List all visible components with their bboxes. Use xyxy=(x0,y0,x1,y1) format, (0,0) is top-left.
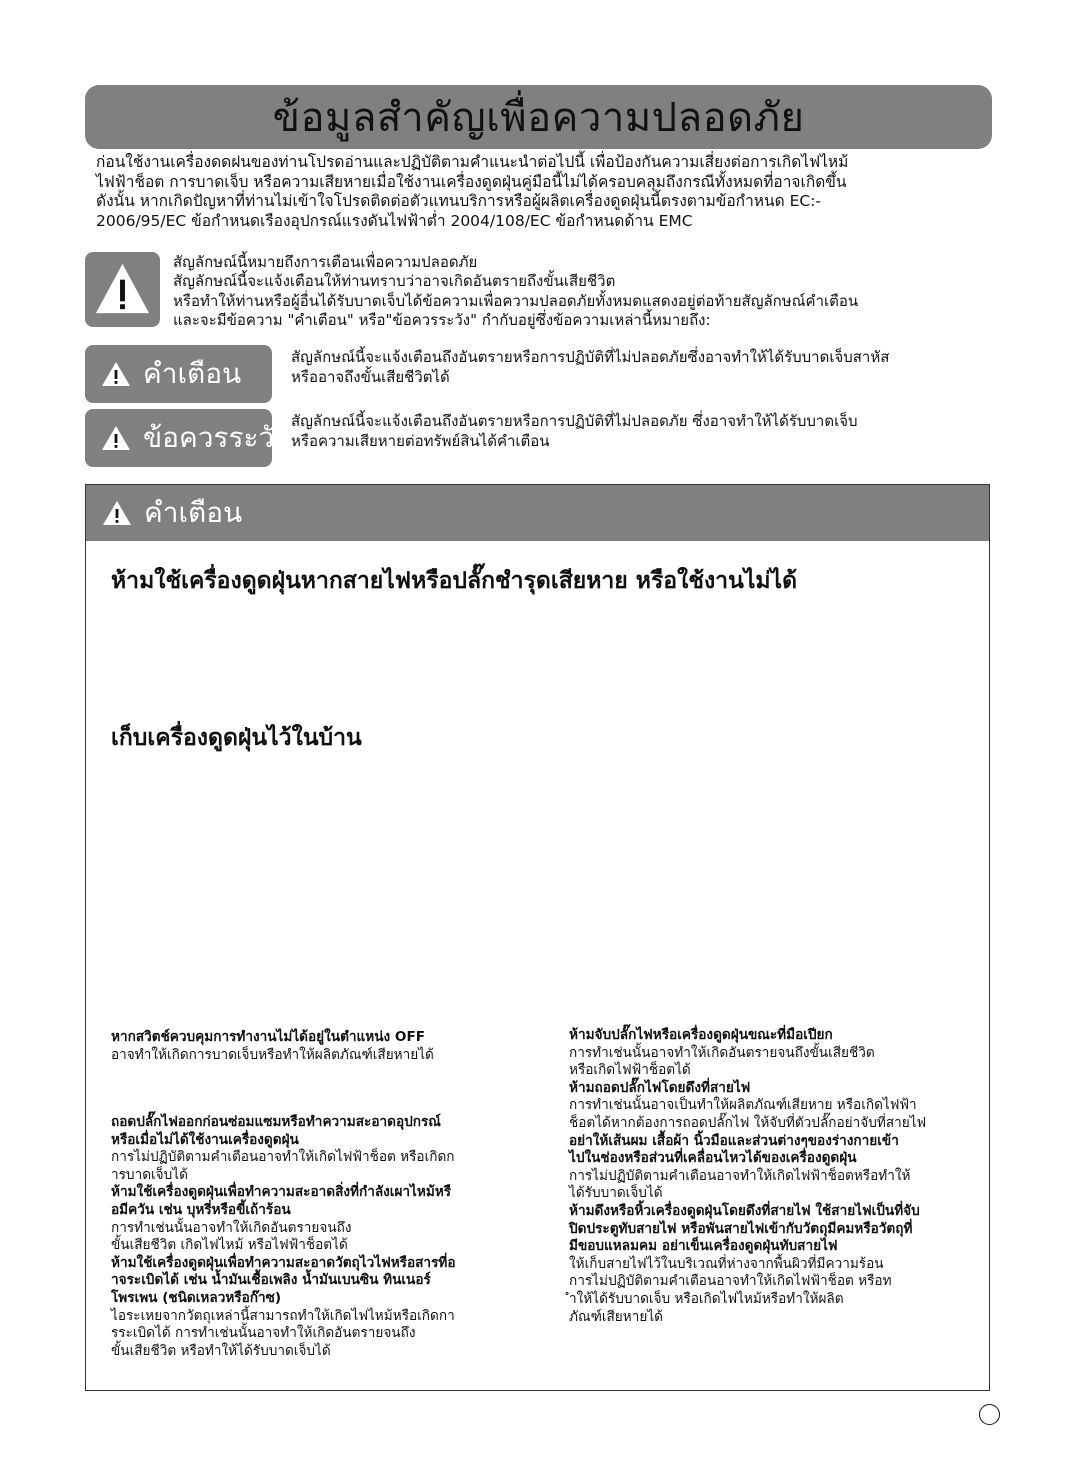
instruction-line: การไม่ปฏิบัติตามคำเตือนอาจทำให้เกิดไฟฟ้าช็อตหรือทำให้ xyxy=(569,1167,911,1184)
instruction-line: โพรเพน (ชนิดเหลวหรือก๊าซ) xyxy=(111,1289,282,1306)
page-number-marker xyxy=(979,1404,1000,1425)
intro-paragraph xyxy=(96,153,976,231)
warning-heading-indoor-storage: เก็บเครื่องดูดฝุ่นไว้ในบ้าน xyxy=(111,725,362,751)
caution-desc-line: หรือความเสียหายต่อทรัพย์สินได้คำเตือน xyxy=(291,432,550,450)
instruction-line: การไม่ปฏิบัติตามคำเตือนอาจทำให้เกิดไฟฟ้าช็อต หรือท xyxy=(569,1273,892,1290)
instruction-line: ำให้ได้รับบาดเจ็บ หรือเกิดไฟไหม้หรือทำให้ผลิต xyxy=(569,1290,844,1307)
instruction-line: ถอดปลั๊กไฟออกก่อนซ่อมแซมหรือทำความสะอาดอุปกรณ์ xyxy=(111,1114,441,1130)
page-title: ข้อมูลสำคัญเพื่อความปลอดภัย xyxy=(272,95,805,141)
instruction-line: การทำเช่นนั้นอาจทำให้เกิดอันตรายจนถึงขั้นเสียชีวิต xyxy=(569,1044,875,1061)
instruction-line: หรือเมื่อไม่ได้ใช้งานเครื่องดูดฝุ่น xyxy=(111,1131,299,1148)
symbol-line: หรือทำให้ท่านหรือผู้อื่นได้รับบาดเจ็บได้ข้อความเพื่อความปลอดภัยทั้งหมดแสดงอยู่ต่อท้ายสัญลักษณ์คำเตือน xyxy=(173,291,859,310)
instruction-line: ให้เก็บสายไฟไว้ในบริเวณที่ห่างจากพื้นผิวที่มีความร้อน xyxy=(569,1255,884,1272)
intro-line: ไฟฟ้าช็อต การบาดเจ็บ หรือความเสียหายเมื่อใช้งานเครื่องดูดฝุ่นคู่มือนี้ไม่ได้ครอบคลุมถึงกรณีทั้งหมดที่อาจเกิดขึ้น xyxy=(96,172,847,191)
instruction-line: ารบาดเจ็บได้ xyxy=(111,1166,188,1183)
instruction-line: ช็อตได้หากต้องการถอดปลั๊กไฟ ให้จับที่ตัวปลั๊กอย่าจับที่สายไฟ xyxy=(569,1114,927,1131)
warning-heading-damaged-cord: ห้ามใช้เครื่องดูดฝุ่นหากสายไฟหรือปลั๊กชำรุดเสียหาย หรือใช้งานไม่ได้ xyxy=(111,568,798,594)
intro-line: ดังนั้น หากเกิดปัญหาที่ท่านไม่เข้าใจโปรดติดต่อตัวแทนบริการหรือผู้ผลิตเครื่องดูดฝุ่นนี้ตรงตามข้อกำหนด EC:- xyxy=(96,192,822,210)
warning-triangle-icon xyxy=(102,500,132,526)
warning-section-label: คำเตือน xyxy=(144,496,243,529)
instruction-line: าจระเบิดได้ เช่น น้ำมันเชื้อเพลิง น้ำมันเบนซิน ทินเนอร์ xyxy=(111,1272,431,1289)
instruction-line: ภัณฑ์เสียหายได้ xyxy=(569,1308,663,1325)
instruction-line: หรือเกิดไฟฟ้าช็อตได้ xyxy=(569,1062,691,1079)
instruction-line: ได้รับบาดเจ็บได้ xyxy=(569,1185,663,1202)
instruction-line: การทำเช่นนั้นอาจทำให้เกิดอันตรายจนถึง xyxy=(111,1219,352,1236)
page-title-bar xyxy=(85,85,992,149)
right-column xyxy=(569,1027,969,1326)
caution-label-badge xyxy=(85,409,288,467)
instruction-line: ห้ามจับปลั๊กไฟหรือเครื่องดูดฝุ่นขณะที่มือเปียก xyxy=(569,1027,833,1043)
instruction-line: การไม่ปฏิบัติตามคำเตือนอาจทำให้เกิดไฟฟ้าช็อต หรือเกิดก xyxy=(111,1149,455,1166)
warning-triangle-icon xyxy=(101,361,131,387)
instruction-line: การทำเช่นนั้นอาจเป็นทำให้ผลิตภัณฑ์เสียหาย หรือเกิดไฟฟ้า xyxy=(569,1097,917,1114)
instruction-line: ห้ามใช้เครื่องดูดฝุ่นเพื่อทำความสะอาดสิ่งที่กำลังเผาไหม้หรื xyxy=(111,1184,452,1201)
warning-section-header xyxy=(86,485,989,541)
intro-line: 2006/95/EC ข้อกำหนดเรืองอุปกรณ์แรงดันไฟฟ้าต่ำ 2004/108/EC ข้อกำหนดด้าน EMC xyxy=(96,211,693,230)
warning-label-badge xyxy=(85,345,272,403)
left-column-top xyxy=(111,1029,511,1064)
symbol-line: สัญลักษณ์นี้จะแจ้งเตือนให้ท่านทราบว่าอาจเกิดอันตรายถึงขั้นเสียชีวิต xyxy=(173,272,616,291)
instruction-line: มีขอบแหลมคม อย่าเข็นเครื่องดูดฝุ่นทับสายไฟ xyxy=(569,1238,838,1255)
warning-desc-line: สัญลักษณ์นี้จะแจ้งเตือนถึงอันตรายหรือการปฏิบัติที่ไม่ปลอดภัยซึ่งอาจทำให้ได้รับบาดเจ็บสาหัส xyxy=(291,348,890,366)
left-column-bottom xyxy=(111,1114,511,1360)
instruction-line: หากสวิตช์ควบคุมการทำงานไม่ได้อยู่ในตำแหน่ง OFF xyxy=(111,1029,426,1045)
instruction-line: รระเบิดได้ การทำเช่นนั้นอาจทำให้เกิดอันตรายจนถึง xyxy=(111,1325,416,1342)
instruction-line: อมีควัน เช่น บุหรี่หรือขี้เถ้าร้อน xyxy=(111,1201,291,1218)
caution-desc-line: สัญลักษณ์นี้จะแจ้งเตือนถึงอันตรายหรือการปฏิบัติที่ไม่ปลอดภัย ซึ่งอาจทำให้ได้รับบาดเจ็บ xyxy=(291,412,858,430)
instruction-line: ปิดประตูทับสายไฟ หรือพันสายไฟเข้ากับวัตถุมีคมหรือวัตถุที่ xyxy=(569,1220,913,1237)
instruction-line: อย่าให้เส้นผม เสื้อผ้า นิ้วมือและส่วนต่างๆของร่างกายเข้า xyxy=(569,1132,899,1149)
instruction-line: ไปในช่องหรือส่วนที่เคลื่อนไหวได้ของเครื่องดูดฝุ่น xyxy=(569,1150,857,1167)
safety-alert-icon xyxy=(85,252,160,327)
warning-desc-line: หรืออาจถึงขั้นเสียชีวิตได้ xyxy=(291,368,450,386)
symbol-line: สัญลักษณ์นี้หมายถึงการเตือนเพื่อความปลอดภัย xyxy=(173,253,478,271)
instruction-line: ห้ามใช้เครื่องดูดฝุ่นเพื่อทำความสะอาดวัตถุไวไฟหรือสารที่อ xyxy=(111,1254,456,1271)
caution-description xyxy=(291,411,971,451)
warning-description xyxy=(291,347,971,387)
instruction-line: ขั้นเสียชีวิต เกิดไฟไหม้ หรือไฟฟ้าช็อตได้ xyxy=(111,1237,348,1254)
warning-triangle-icon xyxy=(101,425,131,451)
instruction-line: ห้ามดึงหรือหิ้วเครื่องดูดฝุ่นโดยดึงที่สายไฟ ใช้สายไฟเป็นที่จับ xyxy=(569,1202,920,1219)
instruction-line: ขั้นเสียชีวิต หรือทำให้ได้รับบาดเจ็บได้ xyxy=(111,1342,331,1359)
intro-line: ก่อนใช้งานเครื่องดดฝนของท่านโปรดอ่านและปฏิบัติตามคำแนะนำต่อไปนี้ เพื่อป้องกันความเสี่ยงต่อการเกิดไฟไหม้ xyxy=(96,153,849,171)
instruction-line: ห้ามถอดปลั๊กไฟโดยดึงที่สายไฟ xyxy=(569,1079,751,1096)
symbol-explanation xyxy=(173,253,953,330)
caution-label: ข้อควรระวัง xyxy=(143,421,288,454)
instruction-line: อาจทำให้เกิดการบาดเจ็บหรือทำให้ผลิตภัณฑ์เสียหายได้ xyxy=(111,1046,434,1063)
instruction-line: ไอระเหยจากวัตถุเหล่านี้สามารถทำให้เกิดไฟไหม้หรือเกิดกา xyxy=(111,1307,455,1324)
symbol-line: และจะมีข้อความ "คำเตือน" หรือ"ข้อควรระวัง" กำกับอยู่ซึ่งข้อความเหล่านี้หมายถึง: xyxy=(173,310,711,329)
warning-label: คำเตือน xyxy=(143,357,242,390)
